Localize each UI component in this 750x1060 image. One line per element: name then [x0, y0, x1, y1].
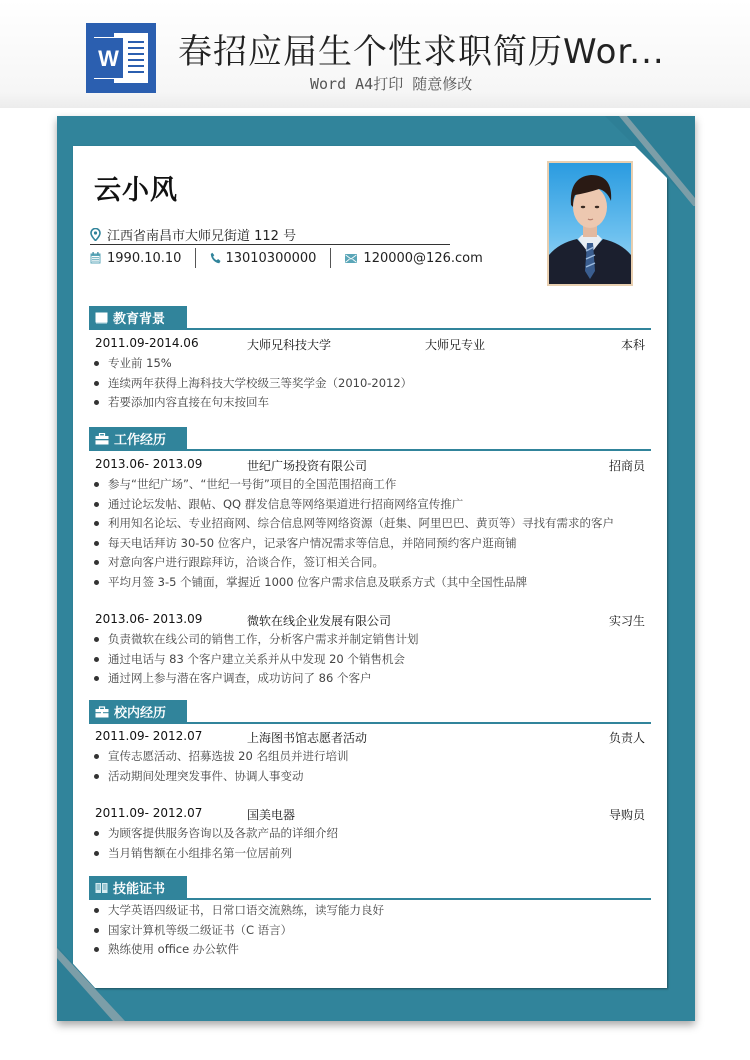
campus-entry-header — [89, 805, 651, 824]
word-letter: W — [94, 37, 124, 79]
section-rule — [89, 898, 651, 900]
skills-bullets — [89, 901, 651, 960]
spacer — [89, 592, 651, 606]
email-cell — [345, 247, 482, 269]
entry-major: 大师兄专业 — [425, 338, 486, 352]
spacer — [89, 786, 651, 800]
section-rule — [89, 449, 651, 451]
campus-entry-header — [89, 728, 651, 747]
document-title: 春招应届生个性求职简历Wor... — [178, 32, 665, 72]
book-icon — [95, 312, 108, 324]
list-item: 为顾客提供服务咨询以及各款产品的详细介绍 — [89, 824, 651, 844]
list-item: 若要添加内容直接在句末按回车 — [89, 393, 651, 413]
section-tab — [89, 427, 187, 450]
list-item: 负责微软在线公司的销售工作，分析客户需求并制定销售计划 — [89, 630, 651, 650]
contact-separator — [330, 248, 331, 268]
section-rule — [89, 328, 651, 330]
work-entry-header — [89, 611, 651, 630]
contact-row — [90, 247, 483, 269]
entry-period: 2013.06- 2013.09 — [95, 612, 203, 626]
campus-bullets — [89, 824, 651, 863]
calendar-icon — [90, 252, 101, 264]
entry-org: 国美电器 — [247, 808, 296, 822]
address-divider — [90, 244, 450, 245]
entry-role: 招商员 — [608, 459, 645, 473]
work-bullets — [89, 630, 651, 689]
list-item: 活动期间处理突发事件、协调人事变动 — [89, 767, 651, 787]
birthday-cell — [90, 247, 181, 269]
section-header — [89, 876, 651, 899]
campus-bullets — [89, 747, 651, 786]
page-header — [0, 0, 750, 108]
entry-role: 负责人 — [608, 731, 645, 745]
address-row — [90, 224, 296, 244]
contact-separator — [195, 248, 196, 268]
phone-cell — [210, 247, 316, 269]
section-tab — [89, 306, 187, 329]
candidate-name: 云小风 — [94, 175, 178, 206]
section-title: 技能证书 — [113, 882, 166, 897]
profile-photo — [547, 161, 633, 286]
entry-role: 导购员 — [608, 808, 645, 822]
entry-role: 实习生 — [608, 614, 645, 628]
list-item: 当月销售额在小组排名第一位居前列 — [89, 844, 651, 864]
campus-section — [89, 700, 651, 863]
envelope-icon — [345, 254, 357, 263]
list-item: 参与“世纪广场”、“世纪一号街”项目的全国范围招商工作 — [89, 475, 651, 495]
location-pin-icon — [90, 228, 101, 241]
section-tab — [89, 700, 187, 723]
document-subtitle: Word A4打印 随意修改 — [310, 75, 473, 93]
entry-period: 2011.09- 2012.07 — [95, 806, 203, 820]
address-text: 江西省南昌市大师兄街道 112 号 — [107, 228, 297, 244]
phone-text: 13010300000 — [225, 250, 317, 266]
entry-company: 世纪广场投资有限公司 — [247, 459, 368, 473]
list-item: 专业前 15% — [89, 354, 651, 374]
section-title: 教育背景 — [113, 312, 166, 327]
work-section — [89, 427, 651, 689]
entry-period: 2011.09- 2012.07 — [95, 729, 203, 743]
section-header — [89, 427, 651, 450]
entry-period: 2013.06- 2013.09 — [95, 457, 203, 471]
list-item: 平均月签 3-5 个铺面，掌握近 1000 位客户需求信息及联系方式（其中全国性品牌 — [89, 573, 651, 593]
skills-section — [89, 876, 651, 960]
phone-icon — [210, 252, 222, 264]
work-entry-header — [89, 456, 651, 475]
briefcase-icon — [95, 433, 109, 445]
toolbox-icon — [95, 706, 109, 718]
section-header — [89, 306, 651, 329]
open-book-icon — [95, 882, 108, 894]
list-item: 熟练使用 office 办公软件 — [89, 940, 651, 960]
email-text: 120000@126.com — [363, 250, 483, 266]
list-item: 连续两年获得上海科技大学校级三等奖学金（2010-2012） — [89, 374, 651, 394]
list-item: 宣传志愿活动、招募选拔 20 名组员并进行培训 — [89, 747, 651, 767]
education-section — [89, 306, 651, 413]
section-tab — [89, 876, 187, 899]
birthday-text: 1990.10.10 — [107, 250, 182, 266]
work-bullets — [89, 475, 651, 592]
section-rule — [89, 722, 651, 724]
list-item: 利用知名论坛、专业招商网、综合信息网等网络资源（赶集、阿里巴巴、黄页等）寻找有需求的客户 — [89, 514, 651, 534]
education-bullets — [89, 354, 651, 413]
education-entry-header — [89, 335, 651, 354]
entry-company: 微软在线企业发展有限公司 — [247, 614, 392, 628]
entry-degree: 本科 — [620, 338, 645, 352]
list-item: 国家计算机等级二级证书（C 语言） — [89, 921, 651, 941]
list-item: 通过网上参与潜在客户调查，成功访问了 86 个客户 — [89, 669, 651, 689]
entry-org: 上海图书馆志愿者活动 — [247, 731, 368, 745]
entry-school: 大师兄科技大学 — [247, 338, 332, 352]
section-title: 工作经历 — [114, 433, 167, 448]
list-item: 大学英语四级证书，日常口语交流熟练，读写能力良好 — [89, 901, 651, 921]
section-title: 校内经历 — [114, 706, 167, 721]
list-item: 每天电话拜访 30-50 位客户，记录客户情况需求等信息，并陪同预约客户逛商铺 — [89, 534, 651, 554]
list-item: 通过论坛发帖、跟帖、QQ 群发信息等网络渠道进行招商网络宣传推广 — [89, 495, 651, 515]
entry-period: 2011.09-2014.06 — [95, 336, 199, 350]
list-item: 通过电话与 83 个客户建立关系并从中发现 20 个销售机会 — [89, 650, 651, 670]
word-icon — [86, 23, 156, 93]
list-item: 对意向客户进行跟踪拜访，洽谈合作，签订相关合同。 — [89, 553, 651, 573]
section-header — [89, 700, 651, 723]
